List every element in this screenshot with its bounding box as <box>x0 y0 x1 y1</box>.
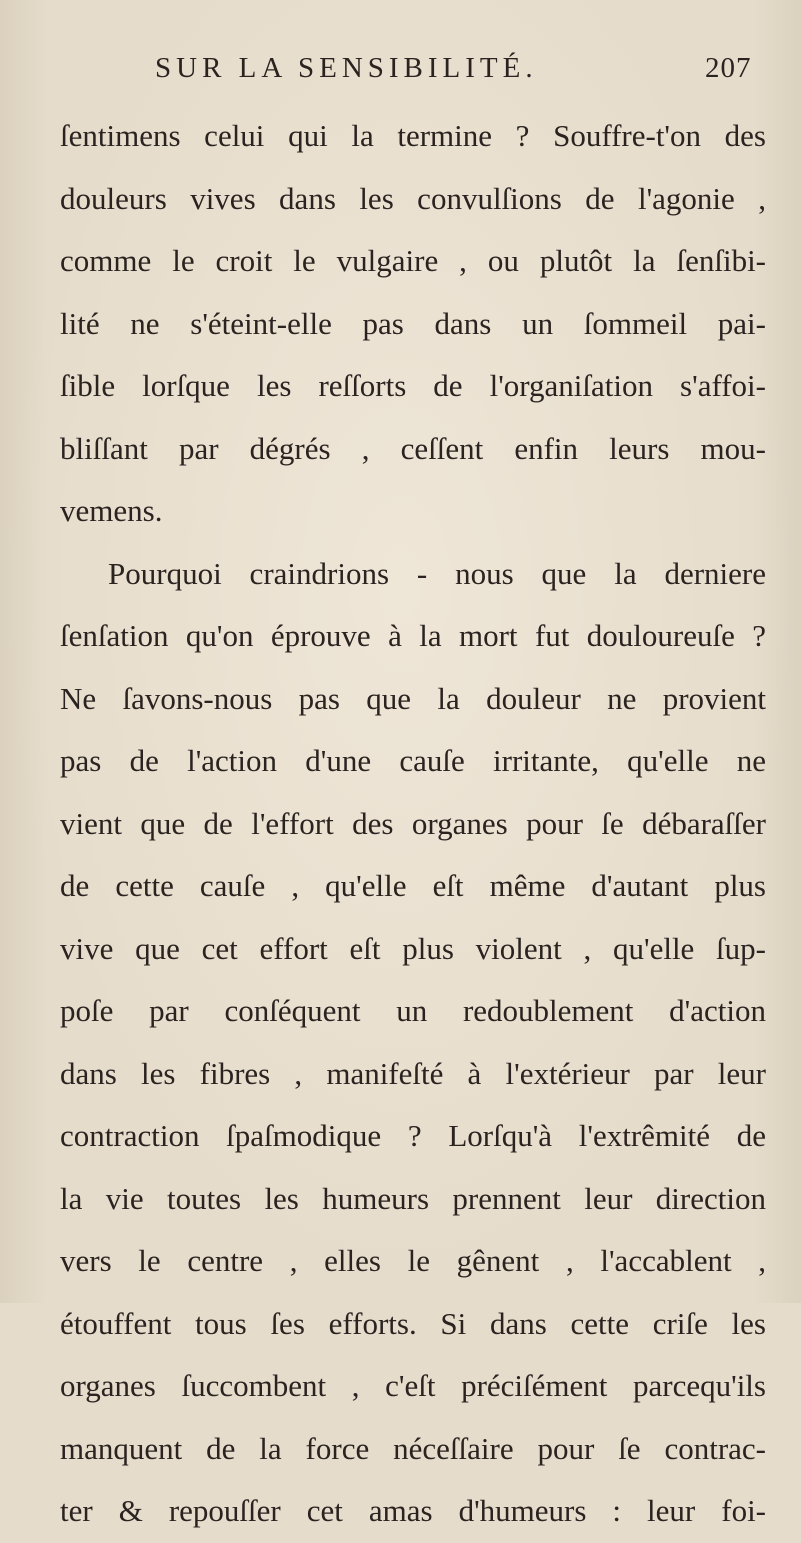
text-line: manquent de la force néceſſaire pour ſe contrac- <box>60 1430 766 1466</box>
text-line: ſible lorſque les reſſorts de l'organiſation s'affoi- <box>60 368 766 403</box>
text-line: bliſſant par dégrés , ceſſent enfin leurs mou- <box>60 430 766 466</box>
text-line: lité ne s'éteint-elle pas dans un ſommeil pai- <box>60 305 766 341</box>
text-line: Ne ſavons-nous pas que la douleur ne provient <box>60 680 766 716</box>
text-line: de cette cauſe , qu'elle eſt même d'autant plus <box>60 868 766 903</box>
text-line: contraction ſpaſmodique ? Lorſqu'à l'extrêmité de <box>60 1118 766 1153</box>
text-line: ter & repouſſer cet amas d'humeurs : leur foi- <box>60 1493 766 1528</box>
page-number: 207 <box>705 52 752 84</box>
running-title: SUR LA SENSIBILITÉ. <box>155 52 538 84</box>
text-line: pas de l'action d'une cauſe irritante, qu'elle ne <box>60 743 766 778</box>
text-line: étouffent tous ſes efforts. Si dans cette criſe les <box>60 1305 766 1341</box>
text-line: vers le centre , elles le gênent , l'accablent , <box>60 1243 766 1278</box>
running-head <box>150 52 750 92</box>
text-line: organes ſuccombent , c'eſt préciſément parcequ'ils <box>60 1368 766 1403</box>
text-line: comme le croit le vulgaire , ou plutôt la ſenſibi- <box>60 243 766 278</box>
text-line: dans les fibres , manifeſté à l'extérieur par leur <box>60 1055 766 1091</box>
text-line: poſe par conſéquent un redoublement d'action <box>60 993 766 1028</box>
text-line: douleurs vives dans les convulſions de l'agonie , <box>60 180 766 216</box>
text-line: ſenſation qu'on éprouve à la mort fut douloureuſe ? <box>60 618 766 653</box>
text-line-paragraph-end: vemens. <box>60 493 163 528</box>
text-line: vive que cet effort eſt plus violent , qu'elle ſup- <box>60 930 766 966</box>
text-line: vient que de l'effort des organes pour ſe débaraſſer <box>60 805 766 841</box>
body-text <box>60 105 766 1543</box>
text-line: la vie toutes les humeurs prennent leur direction <box>60 1180 766 1216</box>
text-line: ſentimens celui qui la termine ? Souffre-t'on des <box>60 118 766 153</box>
text-line-paragraph-start: Pourquoi craindrions - nous que la derniere <box>108 555 766 591</box>
